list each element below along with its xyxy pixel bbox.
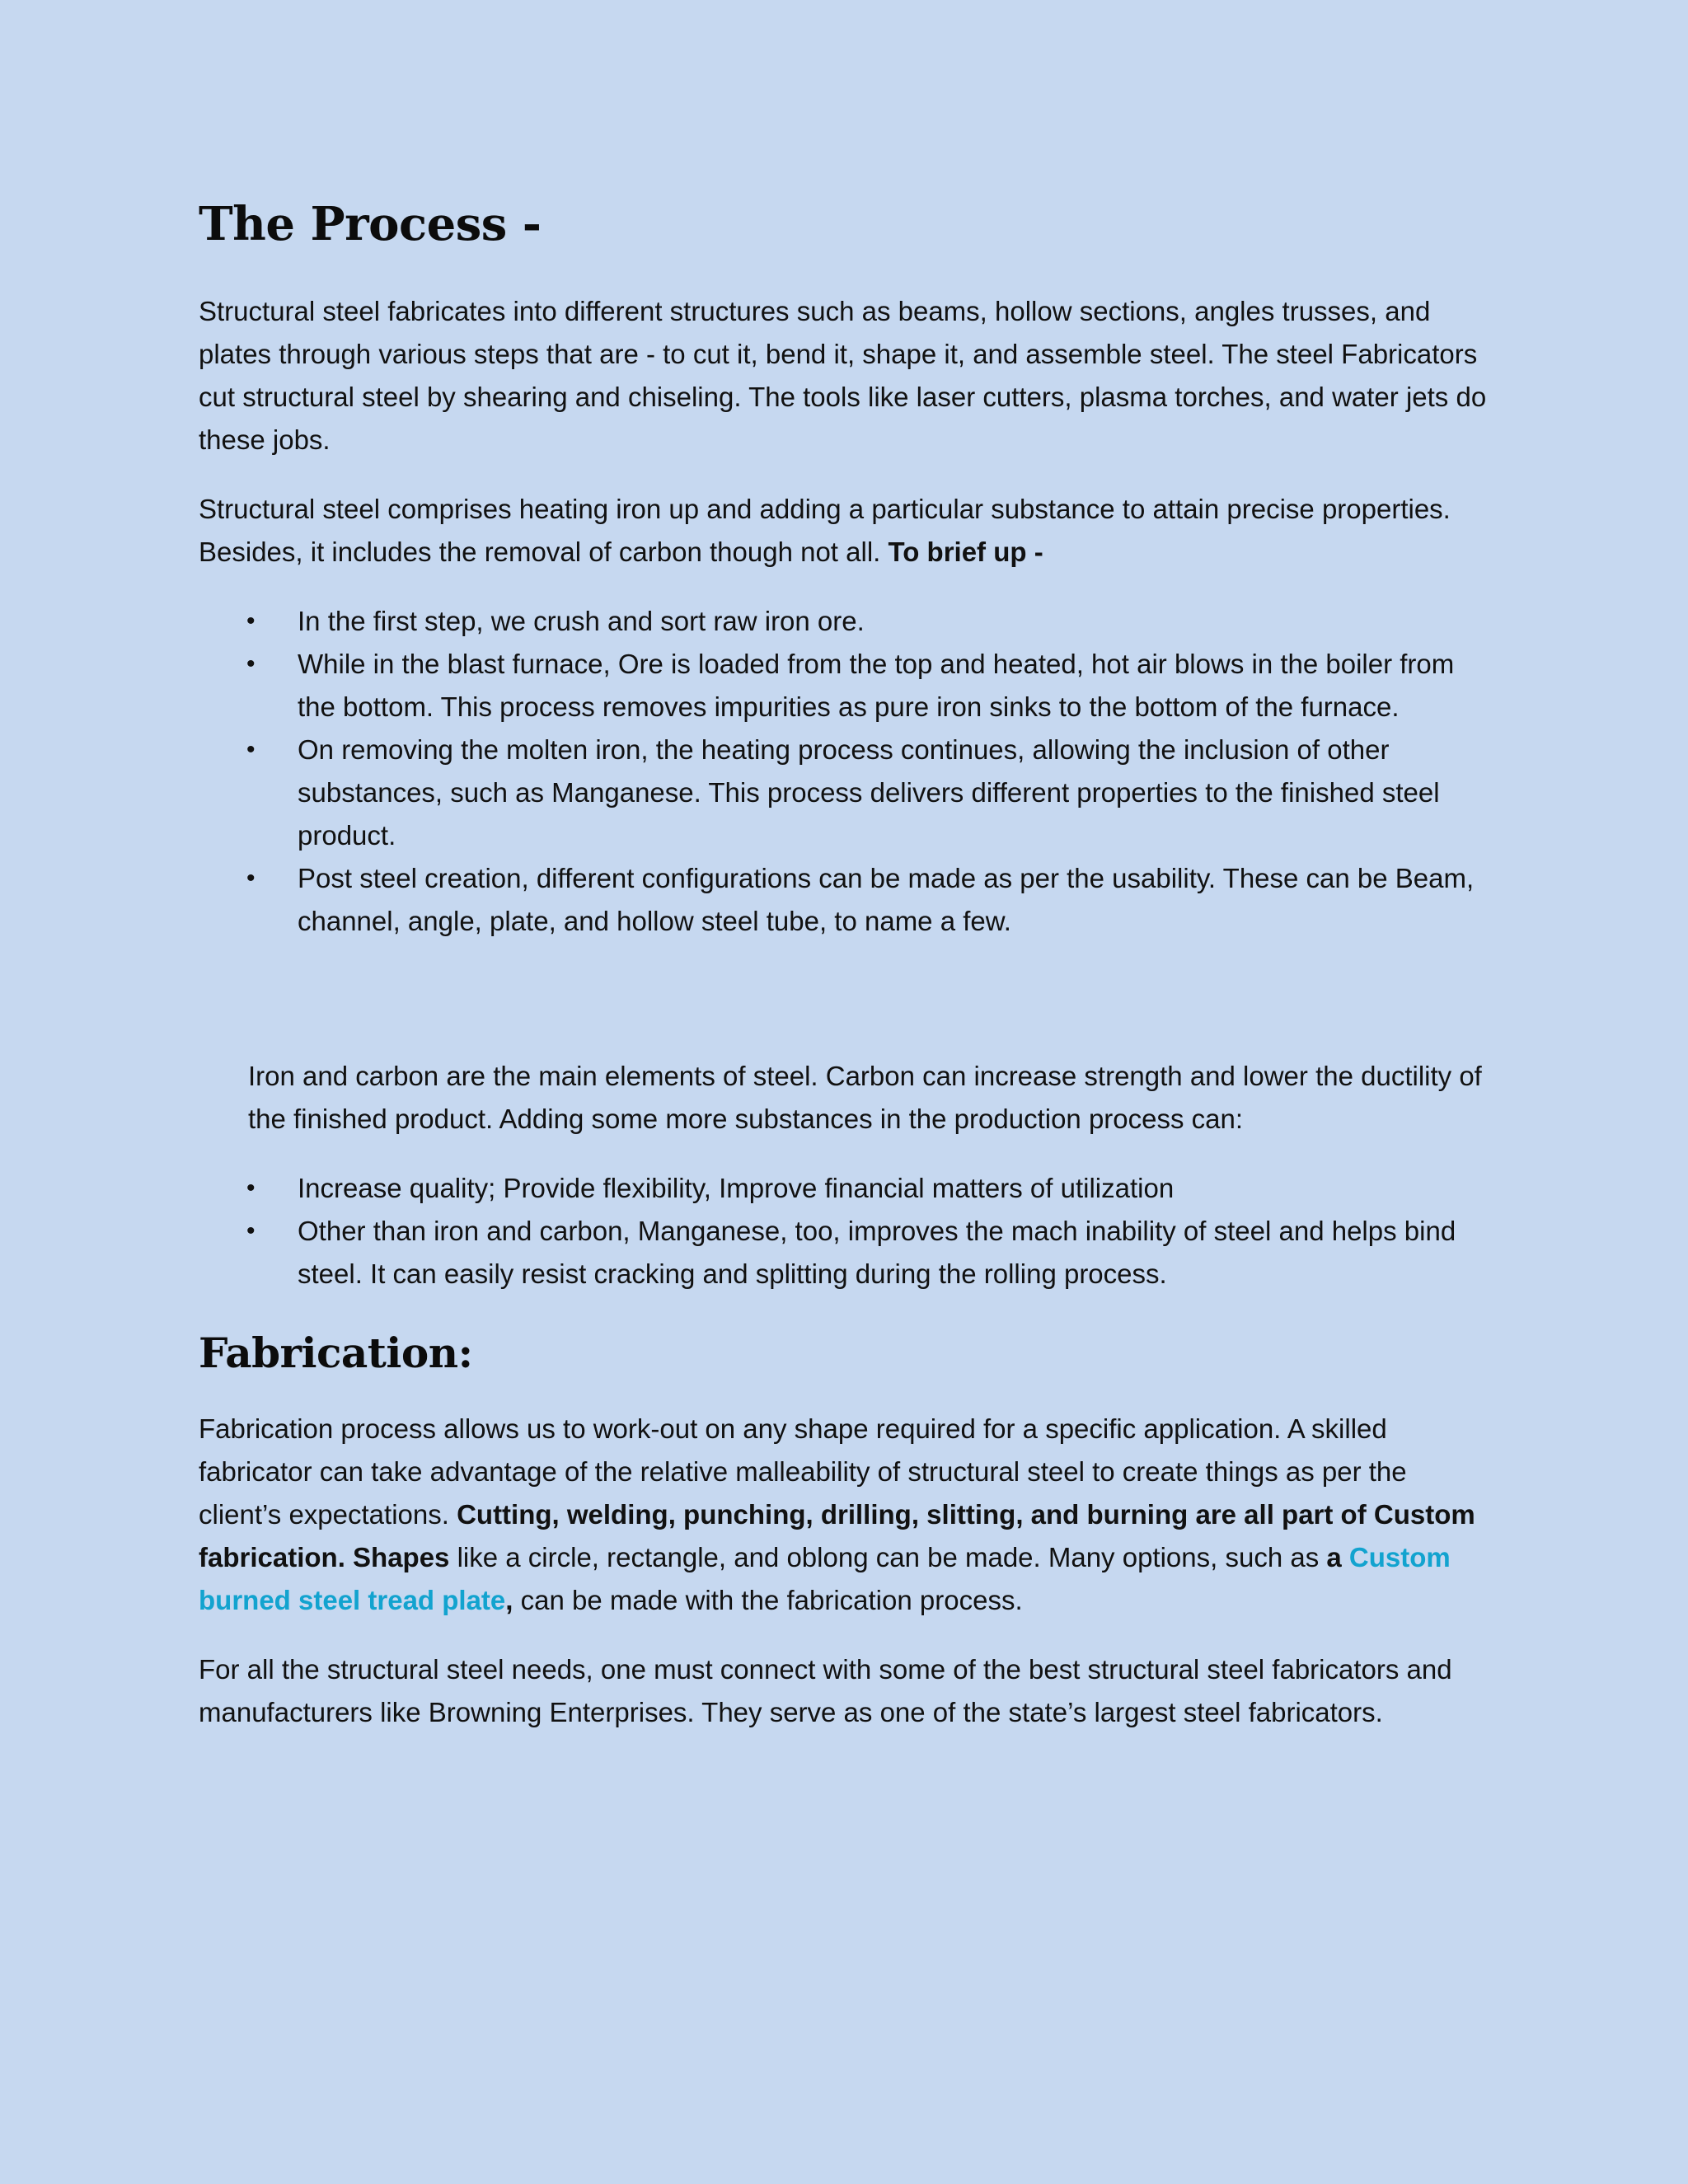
list-item xyxy=(246,1167,1493,1210)
process-paragraph-2-text: Structural steel comprises heating iron up and adding a particular substance to attain precise properties. Besides, it includes the removal of carbon though not all. xyxy=(199,494,1451,567)
list-item xyxy=(246,643,1493,729)
list-item xyxy=(246,729,1493,857)
list-item-text: On removing the molten iron, the heating process continues, allowing the inclusion of other substances, such as Manganese. This process delivers different properties to the finished steel product. xyxy=(298,734,1440,851)
list-item-text: Post steel creation, different configurations can be made as per the usability. These can be Beam, channel, angle, plate, and hollow steel tube, to name a few. xyxy=(298,863,1475,936)
fabrication-paragraph-2: For all the structural steel needs, one must connect with some of the best structural steel fabricators and manufacturers like Browning Enterprises. They serve as one of the state’s largest steel fabricators. xyxy=(199,1654,1452,1727)
fabrication-paragraph-1 xyxy=(199,1408,1493,1622)
bullet-icon: • xyxy=(246,607,256,635)
list-item xyxy=(246,857,1493,943)
bullet-icon: • xyxy=(246,865,256,892)
benefits-list xyxy=(199,1167,1493,1296)
process-heading: The Process - xyxy=(199,197,542,251)
fabrication-heading: Fabrication: xyxy=(199,1329,473,1377)
process-steps-list xyxy=(199,600,1493,943)
bullet-icon: • xyxy=(246,650,256,677)
bullet-icon: • xyxy=(246,1217,256,1244)
list-item-text: Increase quality; Provide flexibility, Improve financial matters of utilization xyxy=(298,1173,1175,1203)
list-item xyxy=(246,600,1493,643)
fabrication-bold-2: a xyxy=(1326,1542,1349,1572)
list-item-text: While in the blast furnace, Ore is loaded from the top and heated, hot air blows in the boiler from the bottom. This process removes impurities as pure iron sinks to the bottom of the furnace. xyxy=(298,649,1455,722)
bullet-icon: • xyxy=(246,736,256,763)
fabrication-text-a: Fabrication process allows us to work-out on any shape required for a specific application. A skilled fabricator can take advantage of the relative malleability of structural steel to create things as per the client’s expectations. xyxy=(199,1413,1407,1530)
list-item-text: Other than iron and carbon, Manganese, too, improves the mach inability of steel and helps bind steel. It can easily resist cracking and splitting during the rolling process. xyxy=(298,1216,1456,1289)
fabrication-text-c: can be made with the fabrication process. xyxy=(513,1585,1023,1615)
tread-plate-link[interactable]: Custom burned steel tread plate xyxy=(199,1542,1451,1615)
blank-spacer xyxy=(199,969,1493,1055)
list-item-text: In the first step, we crush and sort raw iron ore. xyxy=(298,606,865,636)
list-item xyxy=(246,1210,1493,1296)
fabrication-text-b: like a circle, rectangle, and oblong can be made. Many options, such as xyxy=(449,1542,1327,1572)
process-paragraph-1: Structural steel fabricates into different structures such as beams, hollow sections, angles trusses, and plates through various steps that are - to cut it, bend it, shape it, and assemble steel. The steel Fabricators cut structural steel by shearing and chiseling. The tools like laser cutters, plasma torches, and water jets do these jobs. xyxy=(199,296,1487,455)
process-paragraph-2 xyxy=(199,488,1493,574)
brief-up-label: To brief up - xyxy=(888,537,1043,567)
document-page xyxy=(199,191,1493,1760)
bullet-icon: • xyxy=(246,1174,256,1202)
process-paragraph-3: Iron and carbon are the main elements of steel. Carbon can increase strength and lower the ductility of the finished product. Adding some more substances in the production process can: xyxy=(248,1061,1482,1134)
fabrication-bold-3: , xyxy=(505,1585,513,1615)
fabrication-bold-1: Cutting, welding, punching, drilling, slitting, and burning are all part of Custom fabrication. Shapes xyxy=(199,1499,1475,1572)
